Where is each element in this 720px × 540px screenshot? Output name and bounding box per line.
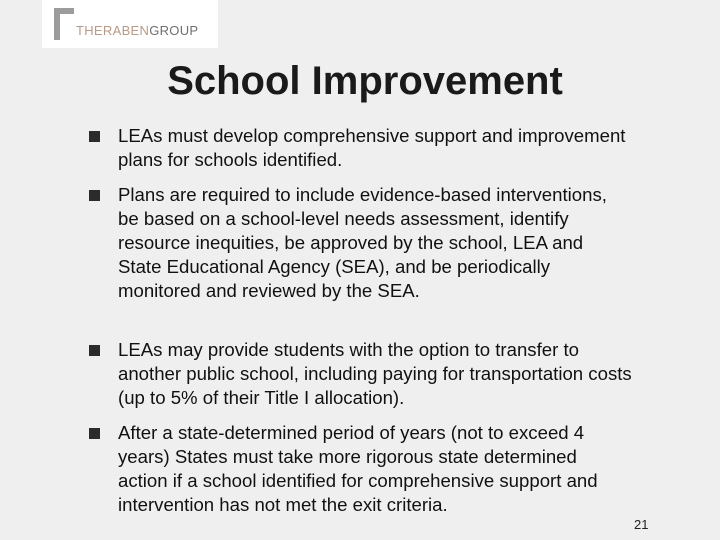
- bullet-text: Plans are required to include evidence-based interventions, be based on a school-level needs assessment, identify resource inequities, be approved by the school, LEA and State Educational Agency (SEA), and be periodically monitored and reviewed by the SEA.: [118, 184, 607, 301]
- bullet-marker: [89, 428, 100, 439]
- bullet-text: After a state-determined period of years (not to exceed 4 years) States must take more rigorous state determined action if a school identified for comprehensive support and intervention has not met the exit criteria.: [118, 422, 598, 515]
- bullet-marker: [89, 345, 100, 356]
- logo-text-the: THE: [76, 23, 103, 38]
- logo-text-group: GROUP: [149, 23, 199, 38]
- bullet-text: LEAs must develop comprehensive support and improvement plans for schools identified.: [118, 125, 626, 170]
- logo-text-raben: RABEN: [102, 23, 150, 38]
- bullet-marker: [89, 131, 100, 142]
- bullet-marker: [89, 190, 100, 201]
- page-number: 21: [634, 517, 649, 532]
- bullet-text: LEAs may provide students with the option to transfer to another public school, including paying for transportation costs (up to 5% of their Title I allocation).: [118, 339, 632, 408]
- slide-title: School Improvement: [167, 59, 563, 103]
